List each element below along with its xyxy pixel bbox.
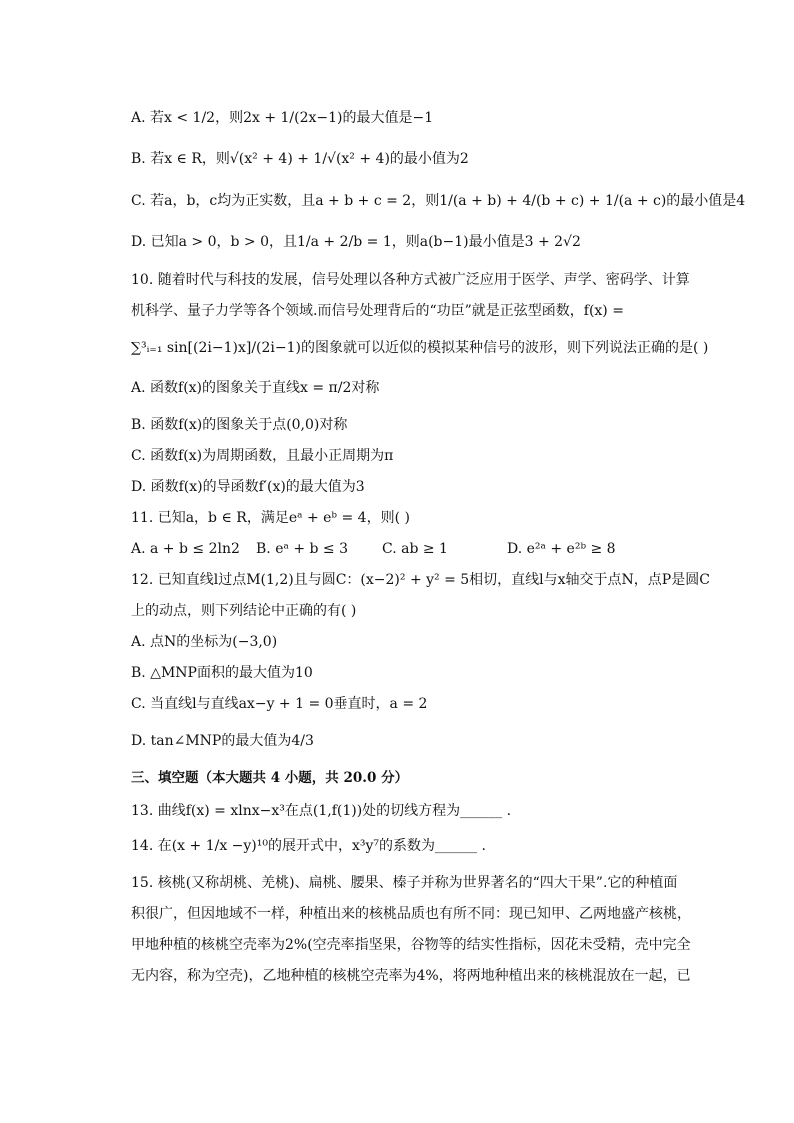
q10-stem-line3: ∑³ᵢ₌₁ sin[(2i−1)x]/(2i−1)的图象就可以近似的模拟某种信号的波形，则下列说法正确的是( ) [131, 340, 709, 356]
q12-stem-line1: 12. 已知直线l过点M(1,2)且与圆C：(x−2)² + y² = 5相切，直线l与x轴交于点N，点P是圆C [131, 572, 710, 588]
q9-option-b: B. 若x ∈ R，则√(x² + 4) + 1/√(x² + 4)的最小值为2 [131, 151, 469, 167]
q9-option-a: A. 若x < 1/2，则2x + 1/(2x−1)的最大值是−1 [131, 110, 434, 126]
q11-option-d: D. e²ᵃ + e²ᵇ ≥ 8 [507, 541, 616, 557]
q10-option-a: A. 函数f(x)的图象关于直线x = π/2对称 [131, 380, 380, 396]
q10-option-b: B. 函数f(x)的图象关于点(0,0)对称 [131, 417, 348, 433]
q15-line1: 15. 核桃(又称胡桃、羌桃)、扁桃、腰果、榛子并称为世界著名的“四大干果”.它的种植面 [131, 875, 678, 891]
q9-option-c: C. 若a，b，c均为正实数，且a + b + c = 2，则1/(a + b) + 4/(b + c) + 1/(a + c)的最小值是4 [131, 193, 746, 209]
q12-option-a: A. 点N的坐标为(−3,0) [131, 634, 278, 650]
q13: 13. 曲线f(x) = xlnx−x³在点(1,f(1))处的切线方程为______ . [131, 803, 512, 819]
q10-stem-line2: 机科学、量子力学等各个领域.而信号处理背后的“功臣”就是正弦型函数，f(x) = [131, 303, 624, 319]
q10-stem-line1: 10. 随着时代与科技的发展，信号处理以各种方式被广泛应用于医学、声学、密码学、计算 [131, 272, 690, 288]
q11-stem: 11. 已知a，b ∈ R，满足eᵃ + eᵇ = 4，则( ) [131, 510, 410, 526]
q11-option-b: B. eᵃ + b ≤ 3 [256, 541, 349, 557]
q12-option-d: D. tan∠MNP的最大值为4/3 [131, 733, 314, 749]
q12-option-b: B. △MNP面积的最大值为10 [131, 665, 313, 681]
q12-option-c: C. 当直线l与直线ax−y + 1 = 0垂直时，a = 2 [131, 696, 428, 712]
q11-option-c: C. ab ≥ 1 [382, 541, 448, 557]
q9-option-d: D. 已知a > 0，b > 0，且1/a + 2/b = 1，则a(b−1)最小值是3 + 2√2 [131, 234, 581, 250]
q12-stem-line2: 上的动点，则下列结论中正确的有( ) [131, 603, 357, 619]
section-heading-fill-in: 三、填空题（本大题共 4 小题，共 20.0 分） [131, 770, 409, 786]
q15-line2: 积很广，但因地域不一样，种植出来的核桃品质也有所不同：现已知甲、乙两地盛产核桃， [131, 906, 691, 922]
q14: 14. 在(x + 1/x −y)¹⁰的展开式中，x³y⁷的系数为______ . [131, 838, 486, 854]
q15-line4: 无内容，称为空壳)，乙地种植的核桃空壳率为4%，将两地种植出来的核桃混放在一起，已 [131, 968, 691, 984]
q11-option-a: A. a + b ≤ 2ln2 [131, 541, 240, 557]
q10-option-c: C. 函数f(x)为周期函数，且最小正周期为π [131, 448, 394, 464]
q10-option-d: D. 函数f(x)的导函数f′(x)的最大值为3 [131, 479, 365, 495]
q15-line3: 甲地种植的核桃空壳率为2%(空壳率指坚果，谷物等的结实性指标，因花未受精，壳中完全 [131, 937, 691, 953]
